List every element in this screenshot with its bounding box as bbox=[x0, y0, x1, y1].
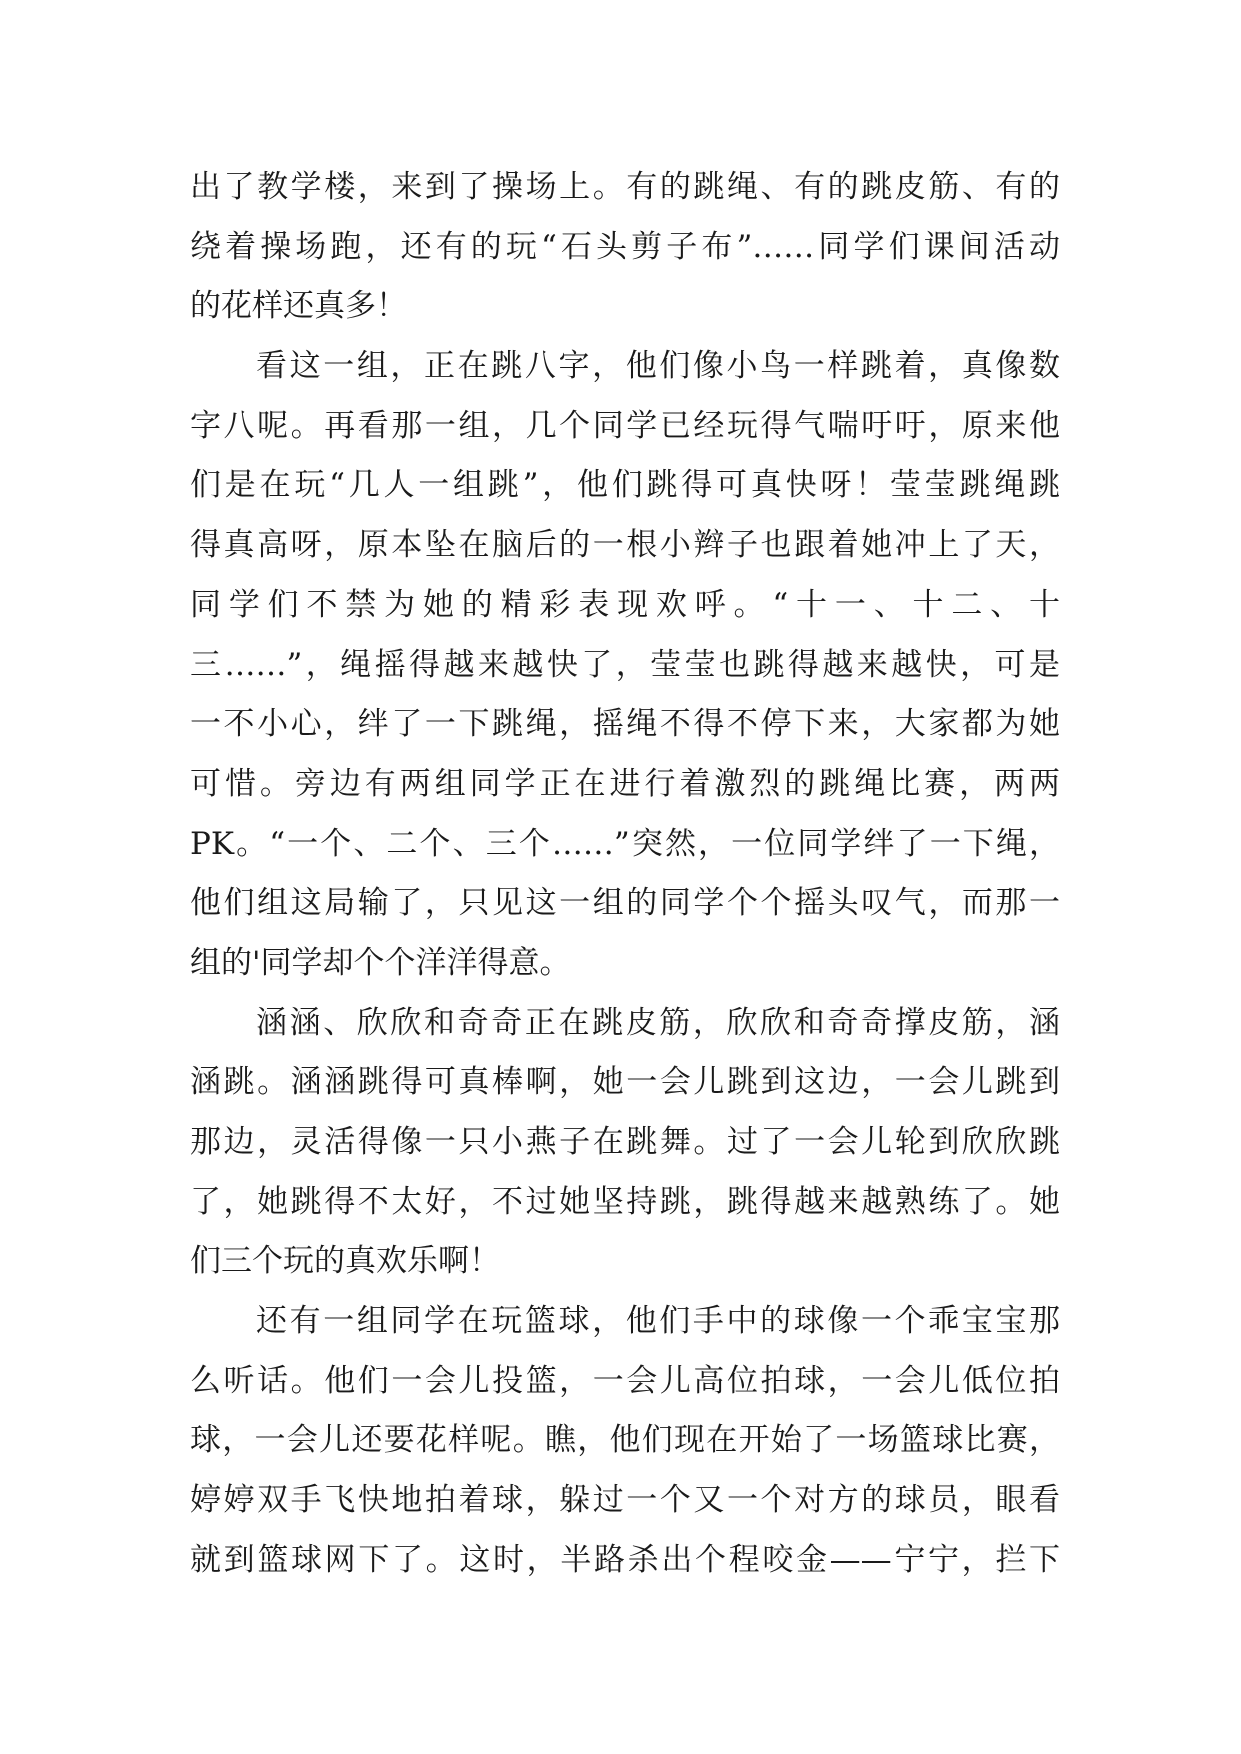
text-line: 就到篮球网下了。这时，半路杀出个程咬金——宁宁，拦下 bbox=[190, 1541, 1060, 1578]
text-line: 了，她跳得不太好，不过她坚持跳，跳得越来越熟练了。她 bbox=[190, 1183, 1060, 1220]
text-line: 么听话。他们一会儿投篮，一会儿高位拍球，一会儿低位拍 bbox=[190, 1362, 1060, 1399]
text-line: 看这一组，正在跳八字，他们像小鸟一样跳着，真像数 bbox=[256, 348, 1060, 385]
text-line: 那边，灵活得像一只小燕子在跳舞。过了一会儿轮到欣欣跳 bbox=[190, 1124, 1060, 1160]
text-line: 还有一组同学在玩篮球，他们手中的球像一个乖宝宝那 bbox=[256, 1303, 1060, 1340]
text-line: 涵涵、欣欣和奇奇正在跳皮筋，欣欣和奇奇撑皮筋，涵 bbox=[256, 1004, 1060, 1041]
paragraph bbox=[190, 337, 1060, 994]
text-line: 涵跳。涵涵跳得可真棒啊，她一会儿跳到这边，一会儿跳到 bbox=[190, 1064, 1060, 1101]
text-line: 三……”，绳摇得越来越快了，莹莹也跳得越来越快，可是 bbox=[190, 646, 1060, 683]
text-line: 出了教学楼，来到了操场上。有的跳绳、有的跳皮筋、有的 bbox=[190, 169, 1060, 205]
text-line: 绕着操场跑，还有的玩“石头剪子布”……同学们课间活动 bbox=[190, 228, 1060, 265]
paragraph bbox=[190, 158, 1060, 337]
paragraph bbox=[190, 1292, 1060, 1590]
text-line: 得真高呀，原本坠在脑后的一根小辫子也跟着她冲上了天， bbox=[190, 527, 1060, 564]
text-line: 同学们不禁为她的精彩表现欢呼。“十一、十二、十 bbox=[190, 586, 1060, 623]
text-line: 婷婷双手飞快地拍着球，躲过一个又一个对方的球员，眼看 bbox=[190, 1482, 1060, 1519]
text-line: 一不小心，绊了一下跳绳，摇绳不得不停下来，大家都为她 bbox=[190, 706, 1060, 743]
text-line: 可惜。旁边有两组同学正在进行着激烈的跳绳比赛，两两 bbox=[190, 765, 1060, 802]
body-text bbox=[190, 158, 1060, 1591]
paragraph bbox=[190, 994, 1060, 1292]
text-line: 们是在玩“几人一组跳”，他们跳得可真快呀！莹莹跳绳跳 bbox=[190, 467, 1060, 504]
text-line: 他们组这局输了，只见这一组的同学个个摇头叹气，而那一 bbox=[190, 885, 1060, 922]
text-line: 球，一会儿还要花样呢。瞧，他们现在开始了一场篮球比赛， bbox=[190, 1422, 1060, 1459]
text-line: PK。“一个、二个、三个……”突然，一位同学绊了一下绳， bbox=[190, 825, 1060, 862]
text-line: 们三个玩的真欢乐啊！ bbox=[190, 1243, 500, 1280]
text-line: 的花样还真多！ bbox=[190, 288, 407, 325]
text-line: 组的'同学却个个洋洋得意。 bbox=[190, 944, 571, 981]
text-line: 字八呢。再看那一组，几个同学已经玩得气喘吁吁，原来他 bbox=[190, 407, 1060, 444]
